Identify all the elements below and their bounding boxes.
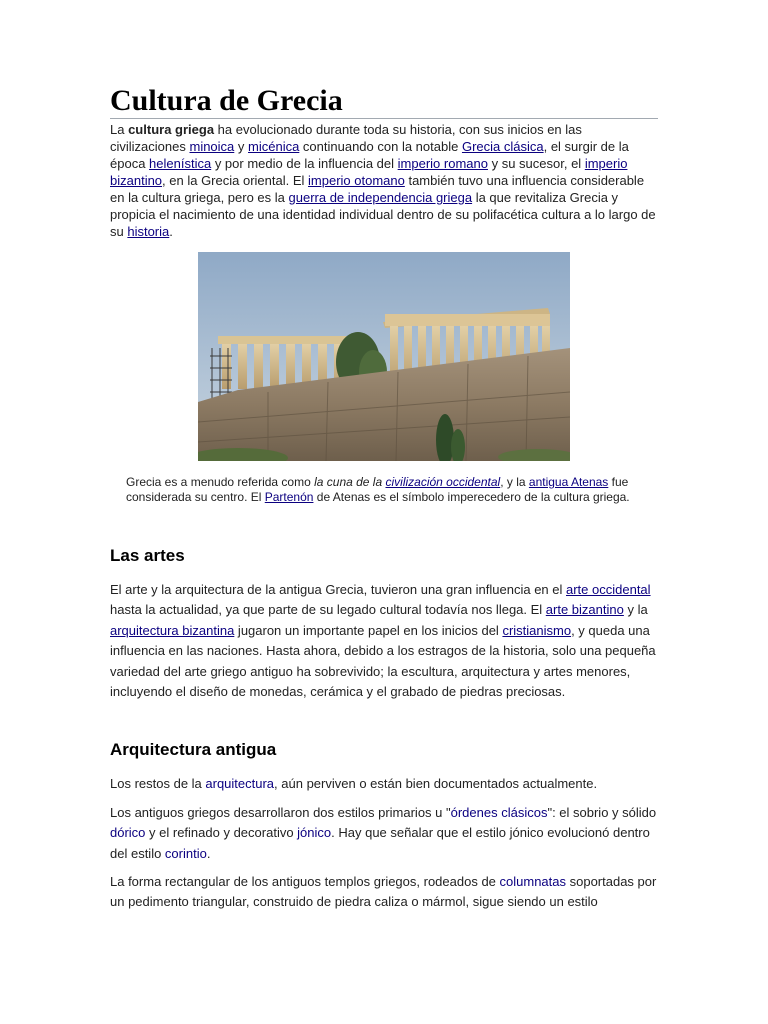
heading-las-artes: Las artes [110,546,185,565]
text: la que revitaliza Grecia y propicia el nacimiento de una identidad individual dentro de su polifacética cultura a lo largo de su [110,190,656,239]
link-arte-bizantino[interactable]: arte bizantino [545,602,624,618]
link-antigua-atenas[interactable]: antigua Atenas [528,475,609,489]
link-civilizacion-occidental[interactable]: civilización occidental [385,475,501,489]
link-columnatas[interactable]: columnatas [499,874,566,890]
bold-term: cultura griega [128,122,215,137]
link-helenistica[interactable]: helenística [149,156,212,171]
link-grecia-clasica[interactable]: Grecia clásica [461,139,544,154]
link-ordenes-clasicos[interactable]: órdenes clásicos [450,804,548,820]
link-arte-occidental[interactable]: arte occidental [566,582,651,597]
text: . [169,224,173,239]
arquitectura-paragraph-3 [110,872,658,913]
heading-arquitectura-antigua: Arquitectura antigua [110,740,277,760]
text: ": el sobrio y sólido [547,804,657,820]
text: Los restos de la [110,776,206,792]
text: fue considerada su centro. El [126,475,629,504]
link-imperio-otomano[interactable]: imperio otomano [308,173,405,188]
link-minoica[interactable]: minoica [189,139,235,154]
link-corintio[interactable]: corintio [164,845,207,861]
article [110,84,658,913]
italic-text: la cuna de la [314,475,386,489]
link-historia[interactable]: historia [127,224,170,239]
parthenon-photo[interactable] [198,252,570,461]
link-micenica[interactable]: micénica [248,139,300,154]
text: La forma rectangular de los antiguos templos griegos, rodeados de [110,874,500,890]
text: hasta la actualidad, ya que parte de su legado cultural todavía nos llega. El [110,602,546,618]
figure-caption [122,475,646,505]
text: de Atenas es el símbolo imperecedero de la cultura griega. [313,490,630,504]
text: y por medio de la influencia del [211,156,398,171]
text: jugaron un importante papel en los inicios del [234,622,503,638]
text: y su sucesor, el [487,156,585,171]
text: y el refinado y decorativo [145,825,298,841]
text: ha evolucionado durante toda su historia, con sus inicios en las civilizaciones [110,122,582,154]
link-arquitectura[interactable]: arquitectura [205,776,275,792]
link-dorico[interactable]: dórico [110,825,146,841]
text: , el surgir de la época [110,139,629,171]
link-arquitectura-bizantina[interactable]: arquitectura bizantina [110,622,235,638]
text: Los antiguos griegos desarrollaron dos estilos primarios u " [110,804,451,820]
link-imperio-bizantino[interactable]: imperio bizantino [110,156,628,188]
link-partenon[interactable]: Partenón [264,490,314,504]
text: continuando con la notable [299,139,462,154]
text: , y queda una influencia en las naciones. Hasta ahora, debido a los estragos de la historia, solo una pequeña variedad del arte griego antiguo ha sobrevivido; la escultura, arquitectura y artes menores, incluyendo el diseño de monedas, cerámica y el grabado de piedras preciosas. [110,622,656,700]
text: soportadas por un pedimento triangular, construido de piedra caliza o mármol, sigue siendo un estilo [110,874,657,910]
page-title: Cultura de Grecia [110,84,658,119]
text: Grecia es a menudo referida como [126,475,315,489]
text: , aún perviven o están bien documentados actualmente. [274,776,598,792]
text: . [206,845,211,861]
arquitectura-paragraph-2 [110,803,658,864]
figure [110,252,658,505]
lead-paragraph [110,121,658,240]
text: y [234,139,249,154]
link-jonico[interactable]: jónico [297,825,332,841]
text: también tuvo una influencia considerable en la cultura griega, pero es la [110,173,645,205]
text: , y la [500,475,529,489]
arquitectura-paragraph-1 [110,774,658,794]
link-guerra-independencia[interactable]: guerra de independencia griega [288,190,473,205]
artes-paragraph [110,580,658,702]
text: El arte y la arquitectura de la antigua Grecia, tuvieron una gran influencia en el [110,582,566,597]
link-cristianismo[interactable]: cristianismo [502,622,572,638]
text: La [110,122,129,137]
link-imperio-romano[interactable]: imperio romano [397,156,488,171]
text: y la [623,602,648,618]
text: , en la Grecia oriental. El [162,173,309,188]
text: . Hay que señalar que el estilo jónico evolucionó dentro del estilo [110,825,650,861]
